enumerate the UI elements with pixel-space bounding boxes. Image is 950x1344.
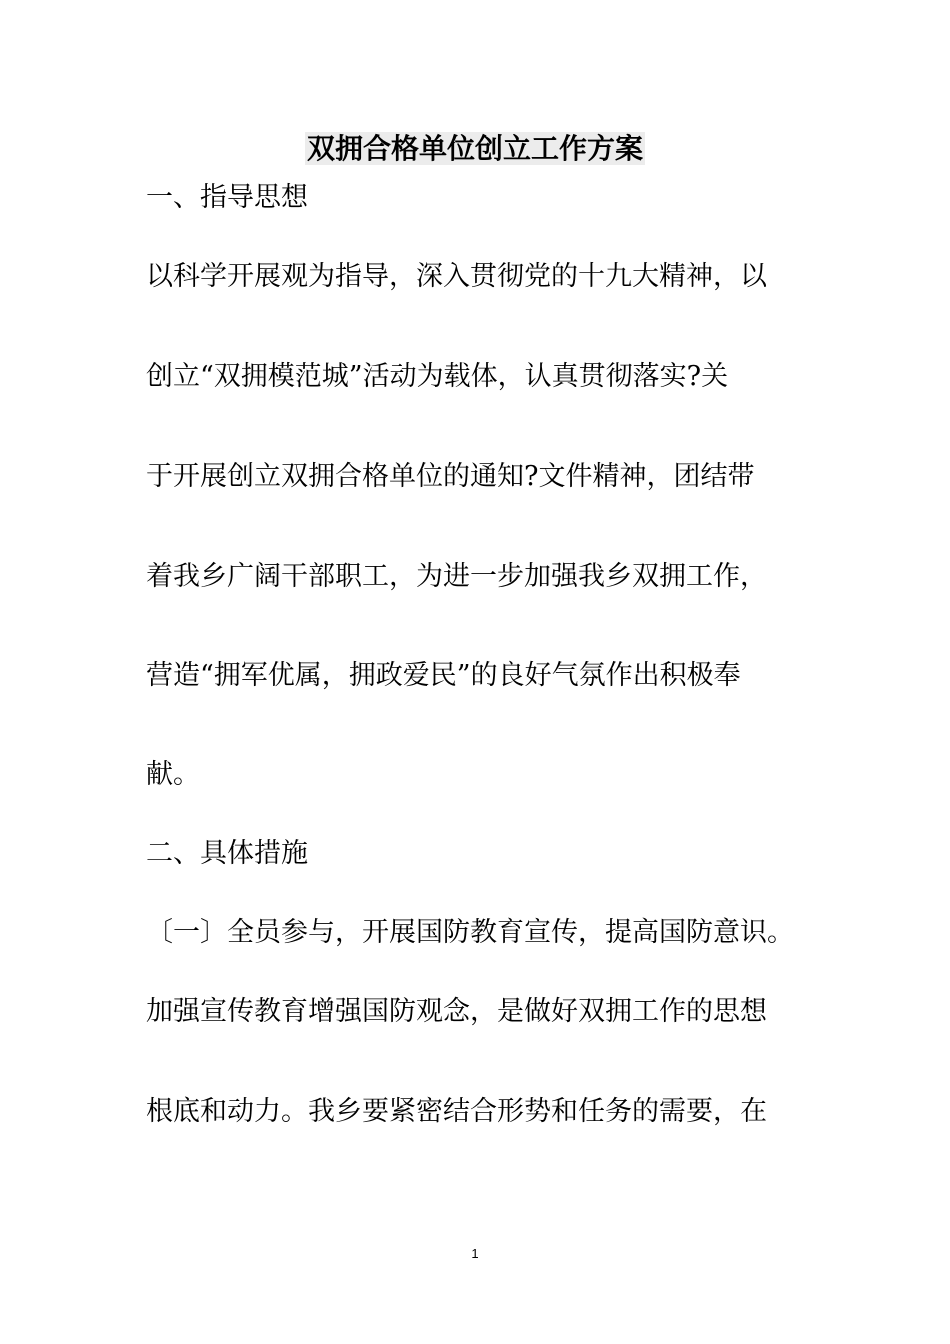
subsection-heading: 〔一〕全员参与，开展国防教育宣传，提高国防意识。 <box>146 917 794 948</box>
body-line: 献。 <box>146 759 200 790</box>
body-line: 加强宣传教育增强国防观念，是做好双拥工作的思想 <box>146 996 767 1027</box>
section-heading-specific-measures: 二、具体措施 <box>146 838 308 869</box>
body-line: 于开展创立双拥合格单位的通知?文件精神，团结带 <box>146 461 755 492</box>
body-line: 创立“双拥模范城”活动为载体，认真贯彻落实?关 <box>146 361 729 392</box>
document-title-text: 双拥合格单位创立工作方案 <box>306 132 643 165</box>
page-number: 1 <box>471 1246 479 1261</box>
body-line: 以科学开展观为指导，深入贯彻党的十九大精神，以 <box>146 261 767 292</box>
body-line: 营造“拥军优属，拥政爱民”的良好气氛作出积极奉 <box>146 660 741 691</box>
section-heading-guiding-ideology: 一、指导思想 <box>146 182 308 213</box>
body-line: 根底和动力。我乡要紧密结合形势和任务的需要，在 <box>146 1096 767 1127</box>
body-line: 着我乡广阔干部职工，为进一步加强我乡双拥工作， <box>146 561 767 592</box>
document-title <box>0 131 950 167</box>
